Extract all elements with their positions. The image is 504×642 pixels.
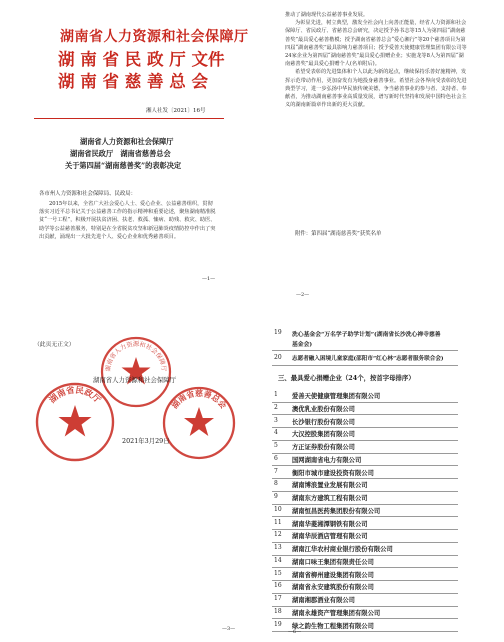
document-page-3 (0, 321, 252, 642)
list-item (252, 568, 504, 581)
title-line-3: 关于第四届“湖南慈善奖”的表彰决定 (65, 161, 182, 170)
item-number: 19 (274, 620, 282, 628)
paragraph: 推动了湖南现代公益慈善事业发展。 (285, 12, 369, 18)
company-name: 湖南恒昌医药集团股份有限公司 (292, 507, 381, 515)
item-number: 9 (274, 493, 278, 500)
company-name: 湖南省柳州建设集团有限公司 (292, 571, 374, 579)
item-number: 17 (274, 595, 282, 602)
paragraph: 为彰显先进，树立典型，激发全社会向上向善正能量，经省人力资源和社会保障厅、省民政厅、省慈善总会研究，决定授予孙书志等15人为第四届“湖南慈善奖”最具爱心慈善楷模；授予湖南省慈善总会“爱心湘行”等20个慈善项目为第四届“湖南慈善奖”最具影响力慈善项目；授予爱善天使健康管理集团有限公司等24家企业为第四届“湖南慈善奖”最具爱心捐赠企业；实施龙等8人为第四届“湖南慈善奖”最具爱心捐赠个人(名单附后)。 (285, 20, 467, 68)
seal-text: 湖南省民政厅 (47, 385, 103, 406)
page-number: —1— (202, 276, 216, 282)
header-line-2: 湖 南 省 民 政 厅 文件 (58, 50, 225, 69)
official-seal-icon (33, 380, 117, 464)
red-divider-line (34, 118, 224, 119)
title-line-1: 湖南省人力资源和社会保障厅 (80, 137, 174, 146)
company-name: 湖南永雄资产管理集团有限公司 (292, 609, 381, 617)
list-item (252, 529, 504, 542)
item-number: 18 (274, 607, 282, 615)
list-item (252, 517, 504, 530)
company-name: 长沙银行股份有限公司 (292, 418, 355, 426)
item-number: 14 (274, 556, 282, 564)
seal-text: 湖南省人力资源和社会保障厅 (104, 341, 168, 372)
body-text (39, 200, 217, 241)
body-text (285, 11, 467, 109)
company-name: 湖南江华农村商业银行股份有限公司 (292, 546, 393, 553)
section-heading: 三、最具爱心捐赠企业（24个，按首字母排序） (278, 374, 415, 382)
list-item (252, 478, 504, 491)
company-name: 衡阳市城市建设投资有限公司 (292, 469, 374, 477)
salutation: 各市州人力资源和社会保障局、民政局： (39, 191, 137, 197)
paragraph: 希望受表彰的先进集体和个人以此为新的起点，继续保持乐善好施精神，发挥示范带动作用，更加奋发有为地投身慈善事业。希望社会各界向受表彰的先进典型学习，进一步弘扬中华民族传统美德，争当慈善事业的参与者、支持者、奉献者，为推动湖南慈善事业高质量发展，谱写新时代坚持和发展中国特色社会主义的湖南新篇章作出新的更大贡献。 (285, 69, 467, 109)
company-name: 湖南华辰酒店管理有限公司 (292, 533, 368, 541)
company-name: 湖南湘郡酒业有限公司 (292, 597, 355, 604)
document-page-4 (252, 321, 504, 642)
page-number: —2— (296, 292, 310, 298)
list-item (252, 606, 504, 619)
item-text: 基金会) (292, 342, 313, 348)
list-item (252, 555, 504, 568)
list-item (252, 427, 504, 440)
list-item (252, 593, 504, 606)
paragraph: 2015年以来，全省广大社会爱心人士、爱心企业、公益慈善组织，贯彻落实习近平总书记关于公益慈善工作的指示精神和重要论述，聚焦湖南精准脱贫“一号工程”，积极开展扶贫济困、扶老、救孤、恤病、助残、救灾、助医、助学等公益慈善服务，特别是在全省脱贫攻坚和新冠肺炎疫情防控中作出了突出贡献，涌现出一大批先进个人、爱心企业和优秀慈善项目。 (39, 201, 216, 240)
list-item (252, 542, 504, 555)
item-number: 10 (274, 505, 282, 513)
header-line-1: 湖南省人力资源和社会保障厅 (60, 29, 249, 45)
item-number: 8 (274, 480, 278, 488)
signature-date: 2021年3月29日 (122, 437, 170, 445)
list-item (252, 453, 504, 466)
company-name: 方正证券股份有限公司 (292, 444, 355, 451)
item-number: 13 (274, 544, 282, 551)
row-underline (272, 350, 458, 351)
item-number: 4 (274, 429, 278, 437)
attachment-line: 附件：第四届“湖南慈善奖”获奖名单 (295, 231, 382, 237)
svg-text:湖南省慈善总会 (169, 388, 229, 411)
svg-text:湖南省民政厅 (47, 385, 103, 406)
list-item (252, 352, 504, 365)
list-item (252, 491, 504, 504)
document-page-1 (0, 0, 252, 321)
list-item (252, 337, 504, 350)
item-number: 3 (274, 416, 278, 424)
item-text: 洗心基金会“万名学子助学计划”(湖南省长沙洗心禅寺慈善 (292, 332, 441, 338)
company-name: 爱善天使健康管理集团有限公司 (292, 393, 381, 400)
company-name: 湖南口味王集团有限责任公司 (292, 558, 374, 566)
row-underline (272, 365, 458, 366)
company-name: 湖南博浪置业发展有限公司 (292, 482, 368, 490)
header-line-3: 湖 南 省 慈 善 总 会 (58, 72, 208, 91)
signature-org: 湖南省人力资源和社会保障厅 (93, 376, 177, 384)
list-item (252, 580, 504, 593)
item-number: 1 (274, 391, 278, 398)
list-item (252, 504, 504, 517)
page-number: —3— (222, 626, 236, 632)
item-number: 7 (274, 467, 278, 475)
company-name: 绿之韵生物工程集团有限公司 (292, 622, 374, 630)
company-name: 澳优乳业股份有限公司 (292, 405, 355, 413)
document-number: 湘人社发〔2021〕16号 (146, 108, 206, 114)
company-name: 湖南东方建筑工程有限公司 (292, 495, 368, 502)
item-number: 20 (274, 354, 282, 361)
company-name: 国网湖南省电力有限公司 (292, 456, 362, 464)
title-line-2: 湖南省民政厅 湖南省慈善总会 (70, 149, 171, 158)
page-number: —6— (288, 629, 302, 635)
item-number: 19 (274, 329, 282, 336)
item-number: 6 (274, 454, 278, 462)
item-number: 16 (274, 582, 282, 590)
list-item (252, 415, 504, 428)
seal-text: 湖南省慈善总会 (169, 388, 229, 411)
list-item (252, 389, 504, 402)
list-item (252, 440, 504, 453)
item-number: 12 (274, 531, 282, 539)
item-text: 志愿者融入困境儿童家庭(邵阳市“红心林”志愿者服务联合会) (292, 356, 444, 362)
item-number: 2 (274, 403, 278, 411)
list-item (252, 402, 504, 415)
no-body-note: （此页无正文） (34, 342, 75, 348)
item-number: 15 (274, 569, 282, 577)
company-name: 大汉控股集团有限公司 (292, 431, 355, 439)
list-item (252, 466, 504, 479)
item-number: 11 (274, 518, 282, 526)
company-name: 湖南省永安建筑股份有限公司 (292, 584, 374, 592)
company-name: 湖南华菱湘潭钢铁有限公司 (292, 520, 368, 528)
document-page-2 (252, 0, 504, 321)
item-number: 5 (274, 442, 278, 449)
official-seal-icon (160, 384, 238, 462)
